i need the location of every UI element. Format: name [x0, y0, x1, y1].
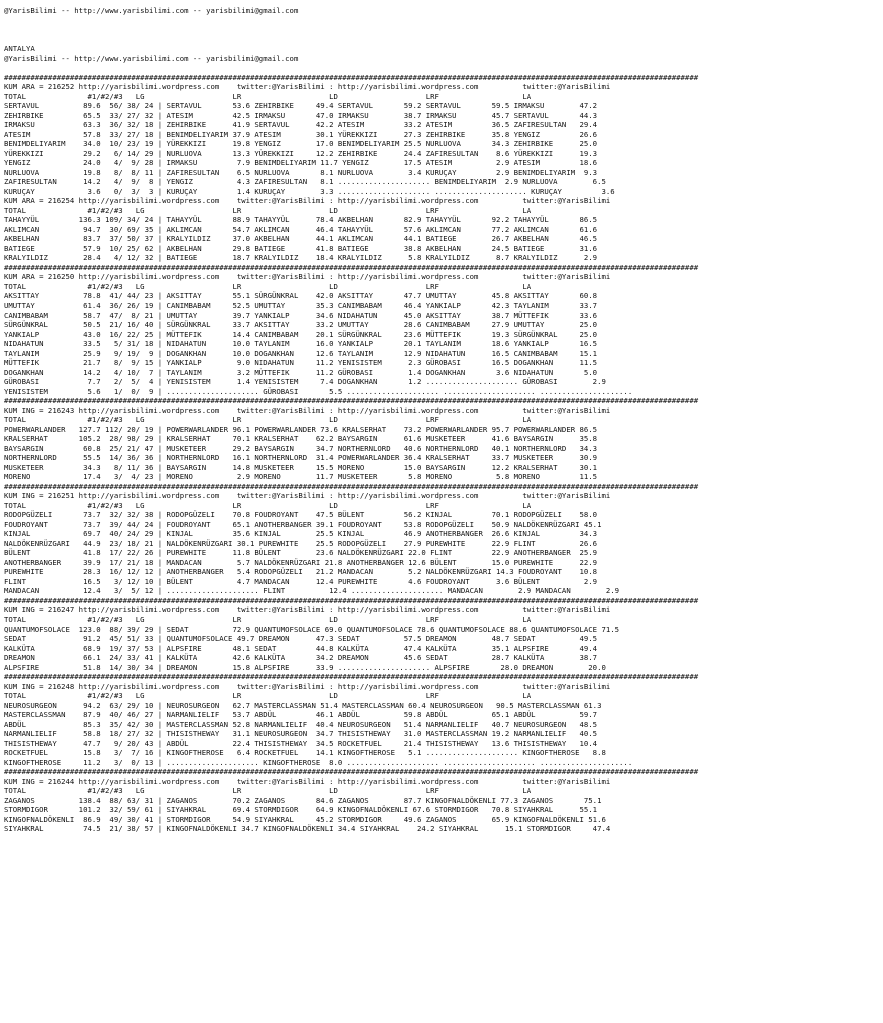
horse-row: PUREWHITE 28.3 16/ 12/ 12 | ANOTHERBANGER 5.4 RODOPGÜZELI 21.2 MANDACAN 5.2 NALDÖKENRÜZGARI 14.3 FOUDROYANT 10.8 [4, 567, 598, 577]
horse-row: MASTERCLASSMAN 87.9 40/ 46/ 27 | NARMANLIELIF 53.7 ABDÜL 46.1 ABDÜL 59.8 ABDÜL 65.1 ABDÜL 59.7 [4, 710, 598, 720]
horse-row: ZEHIRBIKE 65.5 33/ 27/ 32 | ATESIM 42.5 IRMAKSU 47.0 IRMAKSU 38.7 IRMAKSU 45.7 SERTAVUL 44.3 [4, 110, 598, 120]
race-header: KUM ARA = 216250 http://yarisbilimi.wordpress.com twitter:@YarisBilimi : http://yarisbilimi.wordpress.com twitter:@YarisBilimi [4, 272, 611, 282]
section-divider: ############################################################################################################################################################## [4, 672, 699, 682]
column-header: TOTAL #1/#2/#3 LG LR LD LRF LA [4, 615, 532, 624]
horse-row: SEDAT 91.2 45/ 51/ 33 | QUANTUMOFSOLACE 49.7 DREAMON 47.3 SEDAT 57.5 DREAMON 48.7 SEDAT 49.5 [4, 634, 598, 644]
horse-row: KINGOFNALDÖKENLI 86.9 49/ 30/ 41 | STORMDIGOR 54.9 SIYAHKRAL 45.2 STORMDIGOR 49.6 ZAGANOS 65.9 KINGOFNALDÖKENLI 51.6 [4, 814, 606, 824]
horse-row: MORENO 17.4 3/ 4/ 23 | MORENO 2.9 MORENO 11.7 MUSKETEER 5.8 MORENO 5.8 MORENO 11.5 [4, 472, 598, 482]
horse-row: KRALSERHAT 105.2 28/ 98/ 29 | KRALSERHAT 70.1 KRALSERHAT 62.2 BAYSARGIN 61.6 MUSKETEER 41.6 BAYSARGIN 35.8 [4, 434, 598, 444]
horse-row: YANKIALP 43.0 16/ 22/ 25 | MÜTTEFIK 14.4 CANIMBABAM 20.1 SÜRGÜNKRAL 23.6 MÜTTEFIK 19.3 SÜRGÜNKRAL 25.0 [4, 329, 598, 339]
horse-row: SIYAHKRAL 74.5 21/ 38/ 57 | KINGOFNALDÖKENLI 34.7 KINGOFNALDÖKENLI 34.4 SIYAHKRAL 24.2 SIYAHKRAL 15.1 STORMDIGOR 47.4 [4, 824, 611, 834]
horse-row: NEUROSURGEON 94.2 63/ 29/ 10 | NEUROSURGEON 62.7 MASTERCLASSMAN 51.4 MASTERCLASSMAN 60.4 NEUROSURGEON 90.5 MASTERCLASSMAN 61.3 [4, 700, 602, 710]
horse-row: ROCKETFUEL 15.8 3/ 7/ 16 | KINGOFTHEROSE 6.4 ROCKETFUEL 14.1 KINGOFTHEROSE 5.1 ..................... KINGOFTHEROSE 8.8 [4, 748, 606, 758]
horse-row: KURUÇAY 3.6 0/ 3/ 3 | KURUÇAY 1.4 KURUÇAY 3.3 ..................... ..................... KURUÇAY 3.6 [4, 186, 615, 196]
blank-line [4, 16, 882, 26]
column-header: TOTAL #1/#2/#3 LG LR LD LRF LA [4, 415, 532, 425]
horse-row: GÜROBASI 7.7 2/ 5/ 4 | YENISISTEM 1.4 YENISISTEM 7.4 DOGANKHAN 1.2 ..................... GÜROBASI 2.9 [4, 377, 606, 387]
blank-line [4, 35, 882, 45]
horse-row: KALKÜTA 68.9 19/ 37/ 53 | ALPSFIRE 48.1 SEDAT 44.8 KALKÜTA 47.4 KALKÜTA 35.1 ALPSFIRE 49.4 [4, 643, 598, 653]
horse-row: YENISISTEM 5.6 1/ 0/ 9 | ..................... GÜROBASI 5.5 ..................... ..................... ..................... [4, 386, 633, 396]
horse-row: YÜREKKIZI 29.2 6/ 14/ 29 | NURLUOVA 13.3 YÜREKKIZI 12.2 ZEHIRBIKE 24.4 ZAFIRESULTAN 8.6 YÜREKKIZI 19.3 [4, 148, 598, 158]
horse-row: AKLIMCAN 94.7 30/ 69/ 35 | AKLIMCAN 54.7 AKLIMCAN 46.4 TAHAYYÜL 57.6 AKLIMCAN 77.2 AKLIMCAN 61.6 [4, 224, 598, 234]
section-divider: ############################################################################################################################################################## [4, 481, 699, 491]
horse-row: ANOTHERBANGER 39.9 17/ 21/ 18 | MANDACAN 5.7 NALDÖKENRÜZGARI 21.8 ANOTHERBANGER 12.6 BÜLENT 15.0 PUREWHITE 22.9 [4, 557, 598, 567]
horse-row: NURLUOVA 19.8 8/ 8/ 11 | ZAFIRESULTAN 6.5 NURLUOVA 8.1 NURLUOVA 3.4 KURUÇAY 2.9 BENIMDELIYARIM 9.3 [4, 167, 598, 177]
horse-row: KINJAL 69.7 40/ 24/ 29 | KINJAL 35.6 KINJAL 25.5 KINJAL 46.9 ANOTHERBANGER 26.6 KINJAL 34.3 [4, 529, 598, 539]
race-header: KUM ING = 216248 http://yarisbilimi.wordpress.com twitter:@YarisBilimi : http://yarisbilimi.wordpress.com twitter:@YarisBilimi [4, 681, 611, 691]
horse-row: STORMDIGOR 101.2 32/ 59/ 61 | SIYAHKRAL 69.4 STORMDIGOR 64.9 KINGOFNALDÖKENLI 67.6 STORMDIGOR 70.8 SIYAHKRAL 55.1 [4, 805, 598, 815]
horse-row: AKSITTAY 78.8 41/ 44/ 23 | AKSITTAY 55.1 SÜRGÜNKRAL 42.0 AKSITTAY 47.7 UMUTTAY 45.8 AKSITTAY 60.8 [4, 291, 598, 301]
horse-row: KINGOFTHEROSE 11.2 3/ 0/ 13 | ..................... KINGOFTHEROSE 8.0 ..................... ..................... ..................... [4, 757, 633, 767]
column-header: TOTAL #1/#2/#3 LG LR LD LRF LA [4, 500, 532, 510]
race-header: KUM ING = 216244 http://yarisbilimi.wordpress.com twitter:@YarisBilimi : http://yarisbilimi.wordpress.com twitter:@YarisBilimi [4, 776, 611, 786]
horse-row: ALPSFIRE 51.8 14/ 30/ 34 | DREAMON 15.8 ALPSFIRE 33.9 ..................... ALPSFIRE 28.0 DREAMON 20.0 [4, 662, 606, 672]
horse-row: ZAFIRESULTAN 14.2 4/ 9/ 8 | YENGIZ 4.3 ZAFIRESULTAN 8.1 ..................... BENIMDELIYARIM 2.9 NURLUOVA 6.5 [4, 177, 606, 187]
horse-row: FOUDROYANT 73.7 39/ 44/ 24 | FOUDROYANT 65.1 ANOTHERBANGER 39.1 FOUDROYANT 53.8 RODOPGÜZELI 50.9 NALDÖKENRÜZGARI 45.1 [4, 519, 602, 529]
horse-row: IRMAKSU 63.3 36/ 32/ 18 | ZEHIRBIKE 41.9 SERTAVUL 42.2 ATESIM 33.2 ATESIM 36.5 ZAFIRESULTAN 29.4 [4, 120, 598, 130]
blank-line [4, 63, 882, 73]
blank-line [4, 25, 882, 35]
horse-row: POWERWARLANDER 127.7 112/ 20/ 19 | POWERWARLANDER 96.1 POWERWARLANDER 73.6 KRALSERHAT 73.2 POWERWARLANDER 95.7 POWERWARLANDER 86.5 [4, 424, 598, 434]
horse-row: NARMANLIELIF 58.8 18/ 27/ 32 | THISISTHEWAY 31.1 NEUROSURGEON 34.7 THISISTHEWAY 31.0 MASTERCLASSMAN 19.2 NARMANLIELIF 40.5 [4, 729, 598, 739]
race-header: KUM ARA = 216254 http://yarisbilimi.wordpress.com twitter:@YarisBilimi : http://yarisbilimi.wordpress.com twitter:@YarisBilimi [4, 196, 611, 206]
horse-row: ATESIM 57.8 33/ 27/ 18 | BENIMDELIYARIM 37.9 ATESIM 30.1 YÜREKKIZI 27.3 ZEHIRBIKE 35.8 YENGIZ 26.6 [4, 129, 598, 139]
section-divider: ############################################################################################################################################################## [4, 595, 699, 605]
race-header: KUM ING = 216247 http://yarisbilimi.wordpress.com twitter:@YarisBilimi : http://yarisbilimi.wordpress.com twitter:@YarisBilimi [4, 605, 611, 615]
race-report-text [4, 6, 882, 834]
horse-row: RODOPGÜZELI 73.7 32/ 32/ 38 | RODOPGÜZELI 70.8 FOUDROYANT 47.5 BÜLENT 56.2 KINJAL 70.1 RODOPGÜZELI 58.0 [4, 510, 598, 520]
horse-row: MANDACAN 12.4 3/ 5/ 12 | ..................... FLINT 12.4 ..................... MANDACAN 2.9 MANDACAN 2.9 [4, 586, 620, 596]
horse-row: DOGANKHAN 14.2 4/ 10/ 7 | TAYLANIM 3.2 MÜTTEFIK 11.2 GÜROBASI 1.4 DOGANKHAN 3.6 NIDAHATUN 5.0 [4, 367, 598, 377]
horse-row: MUSKETEER 34.3 8/ 11/ 36 | BAYSARGIN 14.8 MUSKETEER 15.5 MORENO 15.0 BAYSARGIN 12.2 KRALSERHAT 30.1 [4, 462, 598, 472]
site-credit: @YarisBilimi -- http://www.yarisbilimi.com -- yarisbilimi@gmail.com [4, 6, 299, 15]
horse-row: ABDÜL 85.3 35/ 42/ 30 | MASTERCLASSMAN 52.8 NARMANLIELIF 40.4 NEUROSURGEON 51.4 NARMANLIELIF 40.7 NEUROSURGEON 48.5 [4, 719, 598, 729]
column-header: TOTAL #1/#2/#3 LG LR LD LRF LA [4, 205, 532, 215]
city-title: ANTALYA [4, 44, 35, 54]
horse-row: TAHAYYÜL 136.3 109/ 34/ 24 | TAHAYYÜL 88.9 TAHAYYÜL 78.4 AKBELHAN 82.9 TAHAYYÜL 92.2 TAHAYYÜL 86.5 [4, 215, 598, 225]
section-divider: ############################################################################################################################################################## [4, 396, 699, 406]
horse-row: NIDAHATUN 33.5 5/ 31/ 18 | NIDAHATUN 10.0 TAYLANIM 16.0 YANKIALP 20.1 TAYLANIM 18.6 YANKIALP 16.5 [4, 339, 598, 349]
horse-row: SÜRGÜNKRAL 50.5 21/ 16/ 40 | SÜRGÜNKRAL 33.7 AKSITTAY 33.2 UMUTTAY 28.6 CANIMBABAM 27.9 UMUTTAY 25.0 [4, 320, 598, 330]
horse-row: BATIEGE 57.9 10/ 25/ 62 | AKBELHAN 29.8 BATIEGE 41.8 BATIEGE 38.8 AKBELHAN 24.5 BATIEGE 31.6 [4, 243, 598, 253]
race-header: KUM ING = 216243 http://yarisbilimi.wordpress.com twitter:@YarisBilimi : http://yarisbilimi.wordpress.com twitter:@YarisBilimi [4, 405, 611, 415]
horse-row: TAYLANIM 25.9 9/ 19/ 9 | DOGANKHAN 10.0 DOGANKHAN 12.6 TAYLANIM 12.9 NIDAHATUN 16.5 CANIMBABAM 15.1 [4, 348, 598, 358]
horse-row: KRALYILDIZ 28.4 4/ 12/ 32 | BATIEGE 18.7 KRALYILDIZ 18.4 KRALYILDIZ 5.8 KRALYILDIZ 8.7 KRALYILDIZ 2.9 [4, 253, 598, 263]
horse-row: BÜLENT 41.8 17/ 22/ 26 | PUREWHITE 11.8 BÜLENT 23.6 NALDÖKENRÜZGARI 22.0 FLINT 22.9 ANOTHERBANGER 25.9 [4, 548, 598, 558]
horse-row: BENIMDELIYARIM 34.0 10/ 23/ 19 | YÜREKKIZI 19.8 YENGIZ 17.0 BENIMDELIYARIM 25.5 NURLUOVA 34.3 ZEHIRBIKE 25.0 [4, 139, 598, 149]
horse-row: AKBELHAN 83.7 37/ 50/ 37 | KRALYILDIZ 37.0 AKBELHAN 44.1 AKLIMCAN 44.1 BATIEGE 26.7 AKBELHAN 46.5 [4, 234, 598, 244]
column-header: TOTAL #1/#2/#3 LG LR LD LRF LA [4, 786, 532, 796]
horse-row: NORTHERNLORD 55.5 14/ 36/ 36 | NORTHERNLORD 16.1 NORTHERNLORD 31.4 POWERWARLANDER 36.4 KRALSERHAT 33.7 MUSKETEER 30.9 [4, 453, 598, 463]
section-divider: ############################################################################################################################################################## [4, 262, 699, 272]
horse-row: FLINT 16.5 3/ 12/ 10 | BÜLENT 4.7 MANDACAN 12.4 PUREWHITE 4.6 FOUDROYANT 3.6 BÜLENT 2.9 [4, 576, 598, 586]
horse-row: SERTAVUL 89.6 56/ 38/ 24 | SERTAVUL 53.6 ZEHIRBIKE 49.4 SERTAVUL 59.2 SERTAVUL 59.5 IRMAKSU 47.2 [4, 101, 598, 111]
race-header: KUM ING = 216251 http://yarisbilimi.wordpress.com twitter:@YarisBilimi : http://yarisbilimi.wordpress.com twitter:@YarisBilimi [4, 491, 611, 501]
horse-row: MÜTTEFIK 21.7 8/ 9/ 15 | YANKIALP 9.0 NIDAHATUN 11.2 YENISISTEM 2.3 GÜROBASI 16.5 DOGANKHAN 11.5 [4, 358, 598, 368]
column-header: TOTAL #1/#2/#3 LG LR LD LRF LA [4, 691, 532, 701]
horse-row: DREAMON 66.1 24/ 33/ 41 | KALKÜTA 42.6 KALKÜTA 34.2 DREAMON 45.6 SEDAT 28.7 KALKÜTA 38.7 [4, 653, 598, 663]
horse-row: QUANTUMOFSOLACE 123.0 88/ 39/ 29 | SEDAT 72.9 QUANTUMOFSOLACE 69.0 QUANTUMOFSOLACE 78.6 QUANTUMOFSOLACE 88.6 QUANTUMOFSOLACE 71.5 [4, 624, 620, 634]
horse-row: CANIMBABAM 58.7 47/ 8/ 21 | UMUTTAY 39.7 YANKIALP 34.6 NIDAHATUN 45.0 AKSITTAY 38.7 MÜTTEFIK 33.6 [4, 310, 598, 320]
horse-row: THISISTHEWAY 47.7 9/ 20/ 43 | ABDÜL 22.4 THISISTHEWAY 34.5 ROCKETFUEL 21.4 THISISTHEWAY 13.6 THISISTHEWAY 10.4 [4, 738, 598, 748]
horse-row: YENGIZ 24.0 4/ 9/ 28 | IRMAKSU 7.9 BENIMDELIYARIM 11.7 YENGIZ 17.5 ATESIM 2.9 ATESIM 18.6 [4, 158, 598, 168]
horse-row: NALDÖKENRÜZGARI 44.9 23/ 18/ 21 | NALDÖKENRÜZGARI 30.1 PUREWHITE 25.5 RODOPGÜZELI 27.9 PUREWHITE 22.9 FLINT 26.6 [4, 538, 598, 548]
section-divider: ############################################################################################################################################################## [4, 72, 699, 82]
section-divider: ############################################################################################################################################################## [4, 767, 699, 777]
horse-row: UMUTTAY 61.4 36/ 26/ 19 | CANIMBABAM 52.5 UMUTTAY 35.3 CANIMBABAM 46.4 YANKIALP 42.3 TAYLANIM 33.7 [4, 300, 598, 310]
horse-row: BAYSARGIN 60.8 25/ 21/ 47 | MUSKETEER 29.2 BAYSARGIN 34.7 NORTHERNLORD 40.6 NORTHERNLORD 40.1 NORTHERNLORD 34.3 [4, 443, 598, 453]
race-header: KUM ARA = 216252 http://yarisbilimi.wordpress.com twitter:@YarisBilimi : http://yarisbilimi.wordpress.com twitter:@YarisBilimi [4, 82, 611, 92]
column-header: TOTAL #1/#2/#3 LG LR LD LRF LA [4, 91, 532, 101]
column-header: TOTAL #1/#2/#3 LG LR LD LRF LA [4, 281, 532, 291]
site-credit: @YarisBilimi -- http://www.yarisbilimi.com -- yarisbilimi@gmail.com [4, 53, 299, 63]
horse-row: ZAGANOS 138.4 88/ 63/ 31 | ZAGANOS 70.2 ZAGANOS 84.6 ZAGANOS 87.7 KINGOFNALDÖKENLI 77.3 ZAGANOS 75.1 [4, 795, 602, 805]
